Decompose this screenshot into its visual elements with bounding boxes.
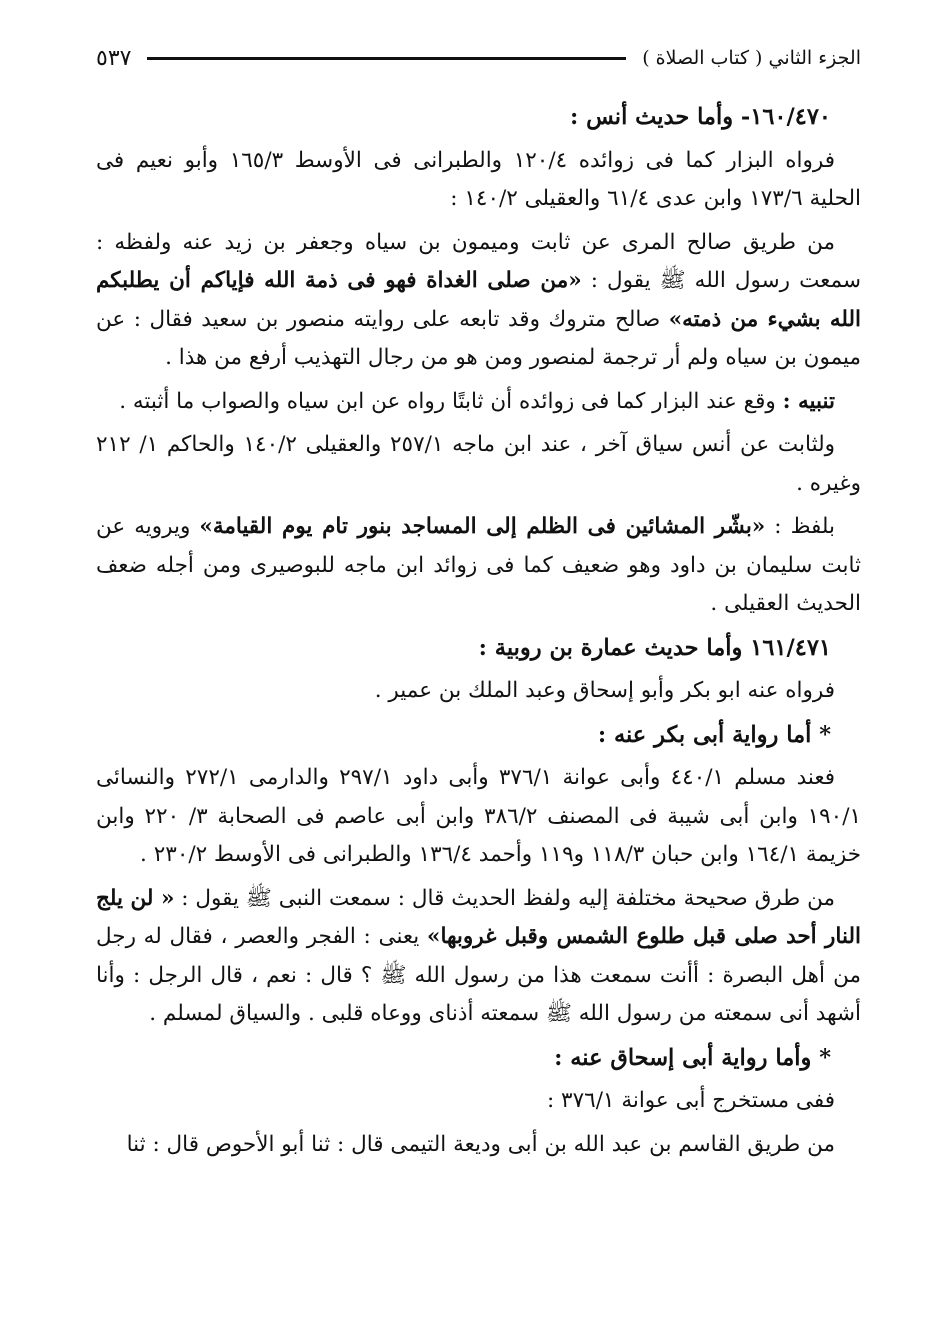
hadith-quote: « لن يلج النار أحد صلى قبل طلوع الشمس وقبل غروبها» — [96, 885, 861, 949]
paragraph: بلفظ : «بشّر المشائين فى الظلم إلى المساجد بنور تام يوم القيامة» ويرويه عن ثابت سليمان بن داود وهو ضعيف كما فى زوائد ابن ماجه للبوصيرى ومن أجله ضعف الحديث العقيلى . — [96, 514, 861, 616]
running-title: الجزء الثاني ( كتاب الصلاة ) — [642, 47, 861, 69]
paragraph: من طريق صالح المرى عن ثابت وميمون بن سياه وجعفر بن زيد عنه ولفظه : سمعت رسول الله ﷺ يقول : «من صلى الغداة فهو فى ذمة الله فإياكم أن يطلبكم الله بشيء من ذمته» صالح متروك وقد تابعه على روايته منصور بن سعيد فقال : عن ميمون بن سياه ولم أر ترجمة لمنصور ومن هو من رجال التهذيب أرفع من هذا . — [96, 229, 861, 370]
note-label: تنبيه : — [782, 388, 835, 414]
note-paragraph: تنبيه : وقع عند البزار كما فى زوائده أن ثابتًا رواه عن ابن سياه والصواب ما أثبته . — [119, 388, 835, 414]
paragraph: من طرق صحيحة مختلفة إليه ولفظ الحديث قال : سمعت النبى ﷺ يقول : « لن يلج النار أحد صلى قبل طلوع الشمس وقبل غروبها» يعنى : الفجر والعصر ، فقال له رجل من أهل البصرة : أأنت سمعت هذا من رسول الله ﷺ ؟ قال : نعم ، قال الرجل : وأنا أشهد أنى سمعته من رسول الله ﷺ سمعته أذناى ووعاه قلبى . والسياق لمسلم . — [96, 885, 861, 1026]
page-content — [96, 98, 861, 1164]
paragraph: ولثابت عن أنس سياق آخر ، عند ابن ماجه ٢٥٧/١ والعقيلى ١٤٠/٢ والحاكم ١/ ٢١٢ وغيره . — [96, 432, 861, 496]
sub-heading: * أما رواية أبى بكر عنه : — [597, 721, 831, 748]
hadith-quote: «من صلى الغداة فهو فى ذمة الله فإياكم أن يطلبكم الله بشيء من ذمته» — [96, 268, 861, 332]
sub-heading: * وأما رواية أبى إسحاق عنه : — [554, 1044, 831, 1071]
header-rule — [147, 57, 626, 60]
section-heading: ١٦١/٤٧١ وأما حديث عمارة بن روبية : — [478, 634, 831, 661]
paragraph: من طريق القاسم بن عبد الله بن أبى وديعة التيمى قال : ثنا أبو الأحوص قال : ثنا — [126, 1131, 835, 1157]
paragraph: فرواه البزار كما فى زوائده ١٢٠/٤ والطبرانى فى الأوسط ١٦٥/٣ وأبو نعيم فى الحلية ١٧٣/٦ وابن عدى ٦١/٤ والعقيلى ١٤٠/٢ : — [96, 147, 861, 211]
page-number: ٥٣٧ — [96, 45, 132, 71]
hadith-quote: «بشّر المشائين فى الظلم إلى المساجد بنور تام يوم القيامة» — [199, 514, 766, 539]
paragraph: ففى مستخرج أبى عوانة ٣٧٦/١ : — [546, 1088, 835, 1113]
paragraph: فرواه عنه ابو بكر وأبو إسحاق وعبد الملك بن عمير . — [374, 678, 835, 703]
paragraph: فعند مسلم ٤٤٠/١ وأبى عوانة ٣٧٦/١ وأبى داود ٢٩٧/١ والدارمى ٢٧٢/١ والنسائى ١٩٠/١ وابن أبى شيبة فى المصنف ٣٨٦/٢ وابن أبى عاصم فى الصحابة ٣/ ٢٢٠ وابن خزيمة ١٦٤/١ وابن حبان ١١٨/٣ و١١٩ وأحمد ١٣٦/٤ والطبرانى فى الأوسط ٢٣٠/٢ . — [96, 765, 862, 867]
section-heading: ١٦٠/٤٧٠- وأما حديث أنس : — [569, 104, 831, 130]
page-header — [96, 38, 861, 78]
